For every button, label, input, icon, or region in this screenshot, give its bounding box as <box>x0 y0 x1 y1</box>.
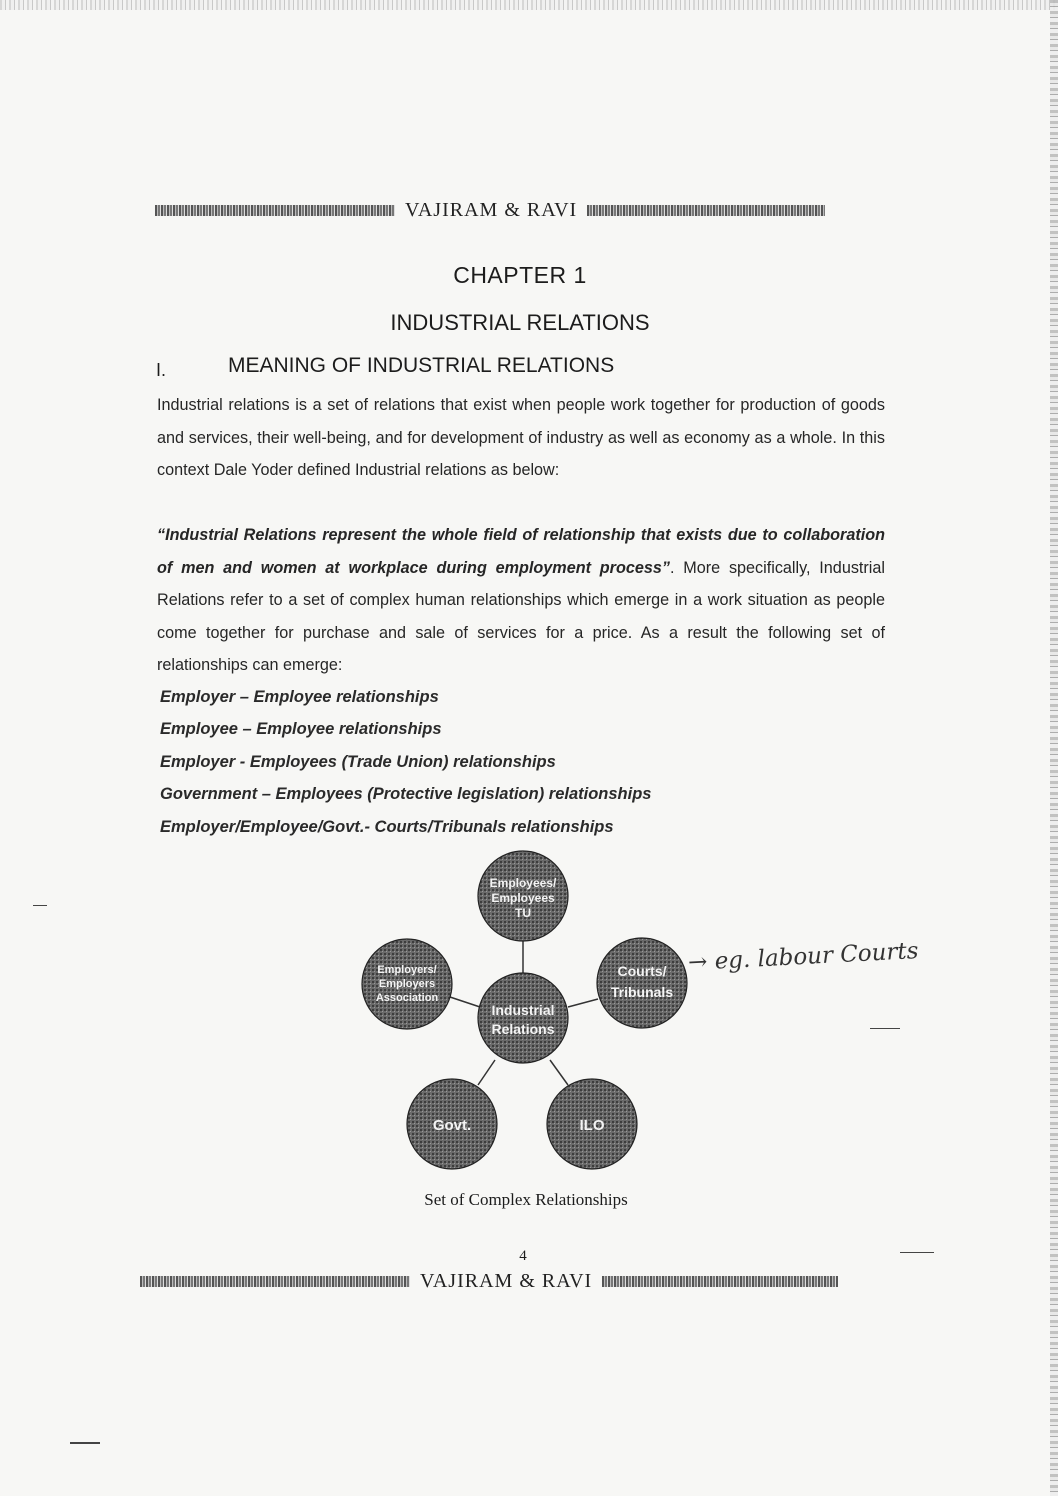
header-bar-left <box>155 205 395 216</box>
relationships-diagram <box>340 845 700 1185</box>
node-bottom-left <box>407 1079 497 1169</box>
header-band <box>155 199 825 222</box>
node-left-line-3: Association <box>375 992 439 1004</box>
chapter-label: CHAPTER 1 <box>453 262 587 288</box>
scan-edge-top <box>0 0 1058 10</box>
relationships-list <box>160 681 651 843</box>
footer-brand: VAJIRAM & RAVI <box>420 1270 593 1292</box>
list-item: Government – Employees (Protective legislation) relationships <box>160 785 652 804</box>
node-bottom-right <box>547 1079 637 1169</box>
section-title: MEANING OF INDUSTRIAL RELATIONS <box>228 354 615 377</box>
footer-bar-left <box>140 1276 410 1287</box>
paragraph-1: Industrial relations is a set of relations that exist when people work together for production of goods and services, their well-being, and for development of industry as well as economy as a whole. In this context Dale Yoder defined Industrial relations as below: <box>157 396 885 479</box>
node-left <box>362 939 452 1029</box>
header-brand: VAJIRAM & RAVI <box>405 199 578 221</box>
footer-bar-right <box>602 1276 838 1287</box>
scan-mark <box>33 905 47 906</box>
section-number: I. <box>156 360 167 380</box>
node-center-line-1: Industrial <box>491 1002 555 1018</box>
page-number: 4 <box>519 1248 527 1264</box>
list-item: Employer/Employee/Govt.- Courts/Tribunals relationships <box>160 817 614 836</box>
chapter-title: INDUSTRIAL RELATIONS <box>390 310 650 335</box>
list-item: Employer - Employees (Trade Union) relationships <box>160 752 556 771</box>
node-right <box>597 938 687 1028</box>
node-left-line-1: Employers/ <box>377 964 437 976</box>
yoder-quote: “Industrial Relations represent the whole field of relationship that exists due to collaboration of men and women at workplace during employment process” <box>157 526 885 577</box>
scan-mark <box>70 1442 100 1444</box>
handwritten-annotation: → eg. labour Courts <box>687 937 920 977</box>
node-top-line-1: Employees/ <box>489 876 557 890</box>
node-right-line-2: Tribunals <box>610 984 674 1000</box>
diagram-caption: Set of Complex Relationships <box>424 1190 628 1209</box>
node-top <box>478 851 568 941</box>
scan-edge-right <box>1050 0 1058 1496</box>
node-top-line-3: TU <box>515 906 531 920</box>
paragraph-2 <box>157 519 885 682</box>
scan-mark <box>870 1028 900 1029</box>
list-item: Employer – Employee relationships <box>160 688 439 706</box>
paragraph-2-rest: . More specifically, Industrial Relations refer to a set of complex human relationships which emerge in a work situation as people come together for purchase and sale of services for a price. As a result the following set of relationships can emerge: <box>157 558 885 674</box>
scan-mark <box>900 1252 934 1253</box>
node-bottom-right-label: ILO <box>579 1117 605 1134</box>
node-center-line-2: Relations <box>491 1021 555 1037</box>
footer-band <box>140 1270 838 1293</box>
node-left-line-2: Employers <box>378 978 436 990</box>
list-item: Employee – Employee relationships <box>160 720 442 739</box>
node-right-line-1: Courts/ <box>617 963 667 979</box>
node-top-line-2: Employees <box>491 891 555 905</box>
node-center <box>478 973 568 1063</box>
node-bottom-left-label: Govt. <box>432 1117 472 1134</box>
header-bar-right <box>587 205 825 216</box>
